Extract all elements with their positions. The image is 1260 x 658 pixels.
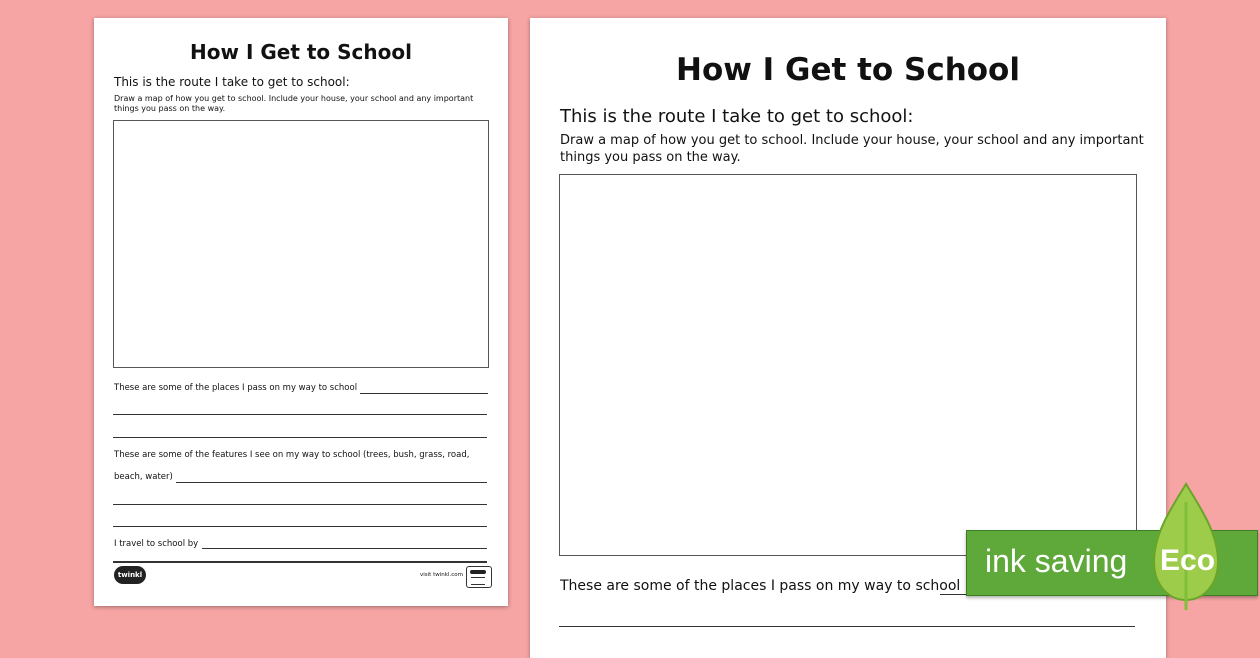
- route-heading: This is the route I take to get to school:: [560, 106, 914, 127]
- map-drawing-box: [113, 120, 489, 368]
- map-drawing-box: [559, 174, 1137, 556]
- worksheet-preview-small: [94, 18, 508, 606]
- places-question: These are some of the places I pass on my way to school: [114, 383, 358, 393]
- answer-line: [176, 482, 487, 483]
- worksheet-title: How I Get to School: [190, 40, 412, 64]
- places-question: These are some of the places I pass on my way to school: [560, 578, 961, 594]
- footer-url: visit twinkl.com: [420, 572, 463, 578]
- eco-label: Eco: [1160, 544, 1216, 577]
- answer-line: [113, 414, 487, 415]
- features-question: These are some of the features I see on my way to school (trees, bush, grass, road,: [114, 450, 470, 460]
- map-instructions: Draw a map of how you get to school. Include your house, your school and any important things you pass on the way.: [114, 94, 474, 113]
- answer-line: [559, 626, 1135, 627]
- travel-question: I travel to school by: [114, 539, 199, 549]
- answer-line: [113, 437, 487, 438]
- answer-line: [113, 504, 487, 505]
- ink-saving-label: ink saving: [985, 543, 1128, 579]
- printer-icon: [466, 566, 492, 588]
- route-heading: This is the route I take to get to school:: [114, 75, 350, 89]
- twinkl-logo: twinkl: [114, 566, 146, 584]
- answer-line: [202, 548, 487, 549]
- map-instructions: Draw a map of how you get to school. Include your house, your school and any important things you pass on the way.: [560, 133, 1144, 165]
- footer-divider: [113, 561, 487, 563]
- worksheet-title: How I Get to School: [676, 52, 1020, 88]
- answer-line: [113, 526, 487, 527]
- features-question-cont: beach, water): [114, 472, 173, 482]
- answer-line: [360, 393, 488, 394]
